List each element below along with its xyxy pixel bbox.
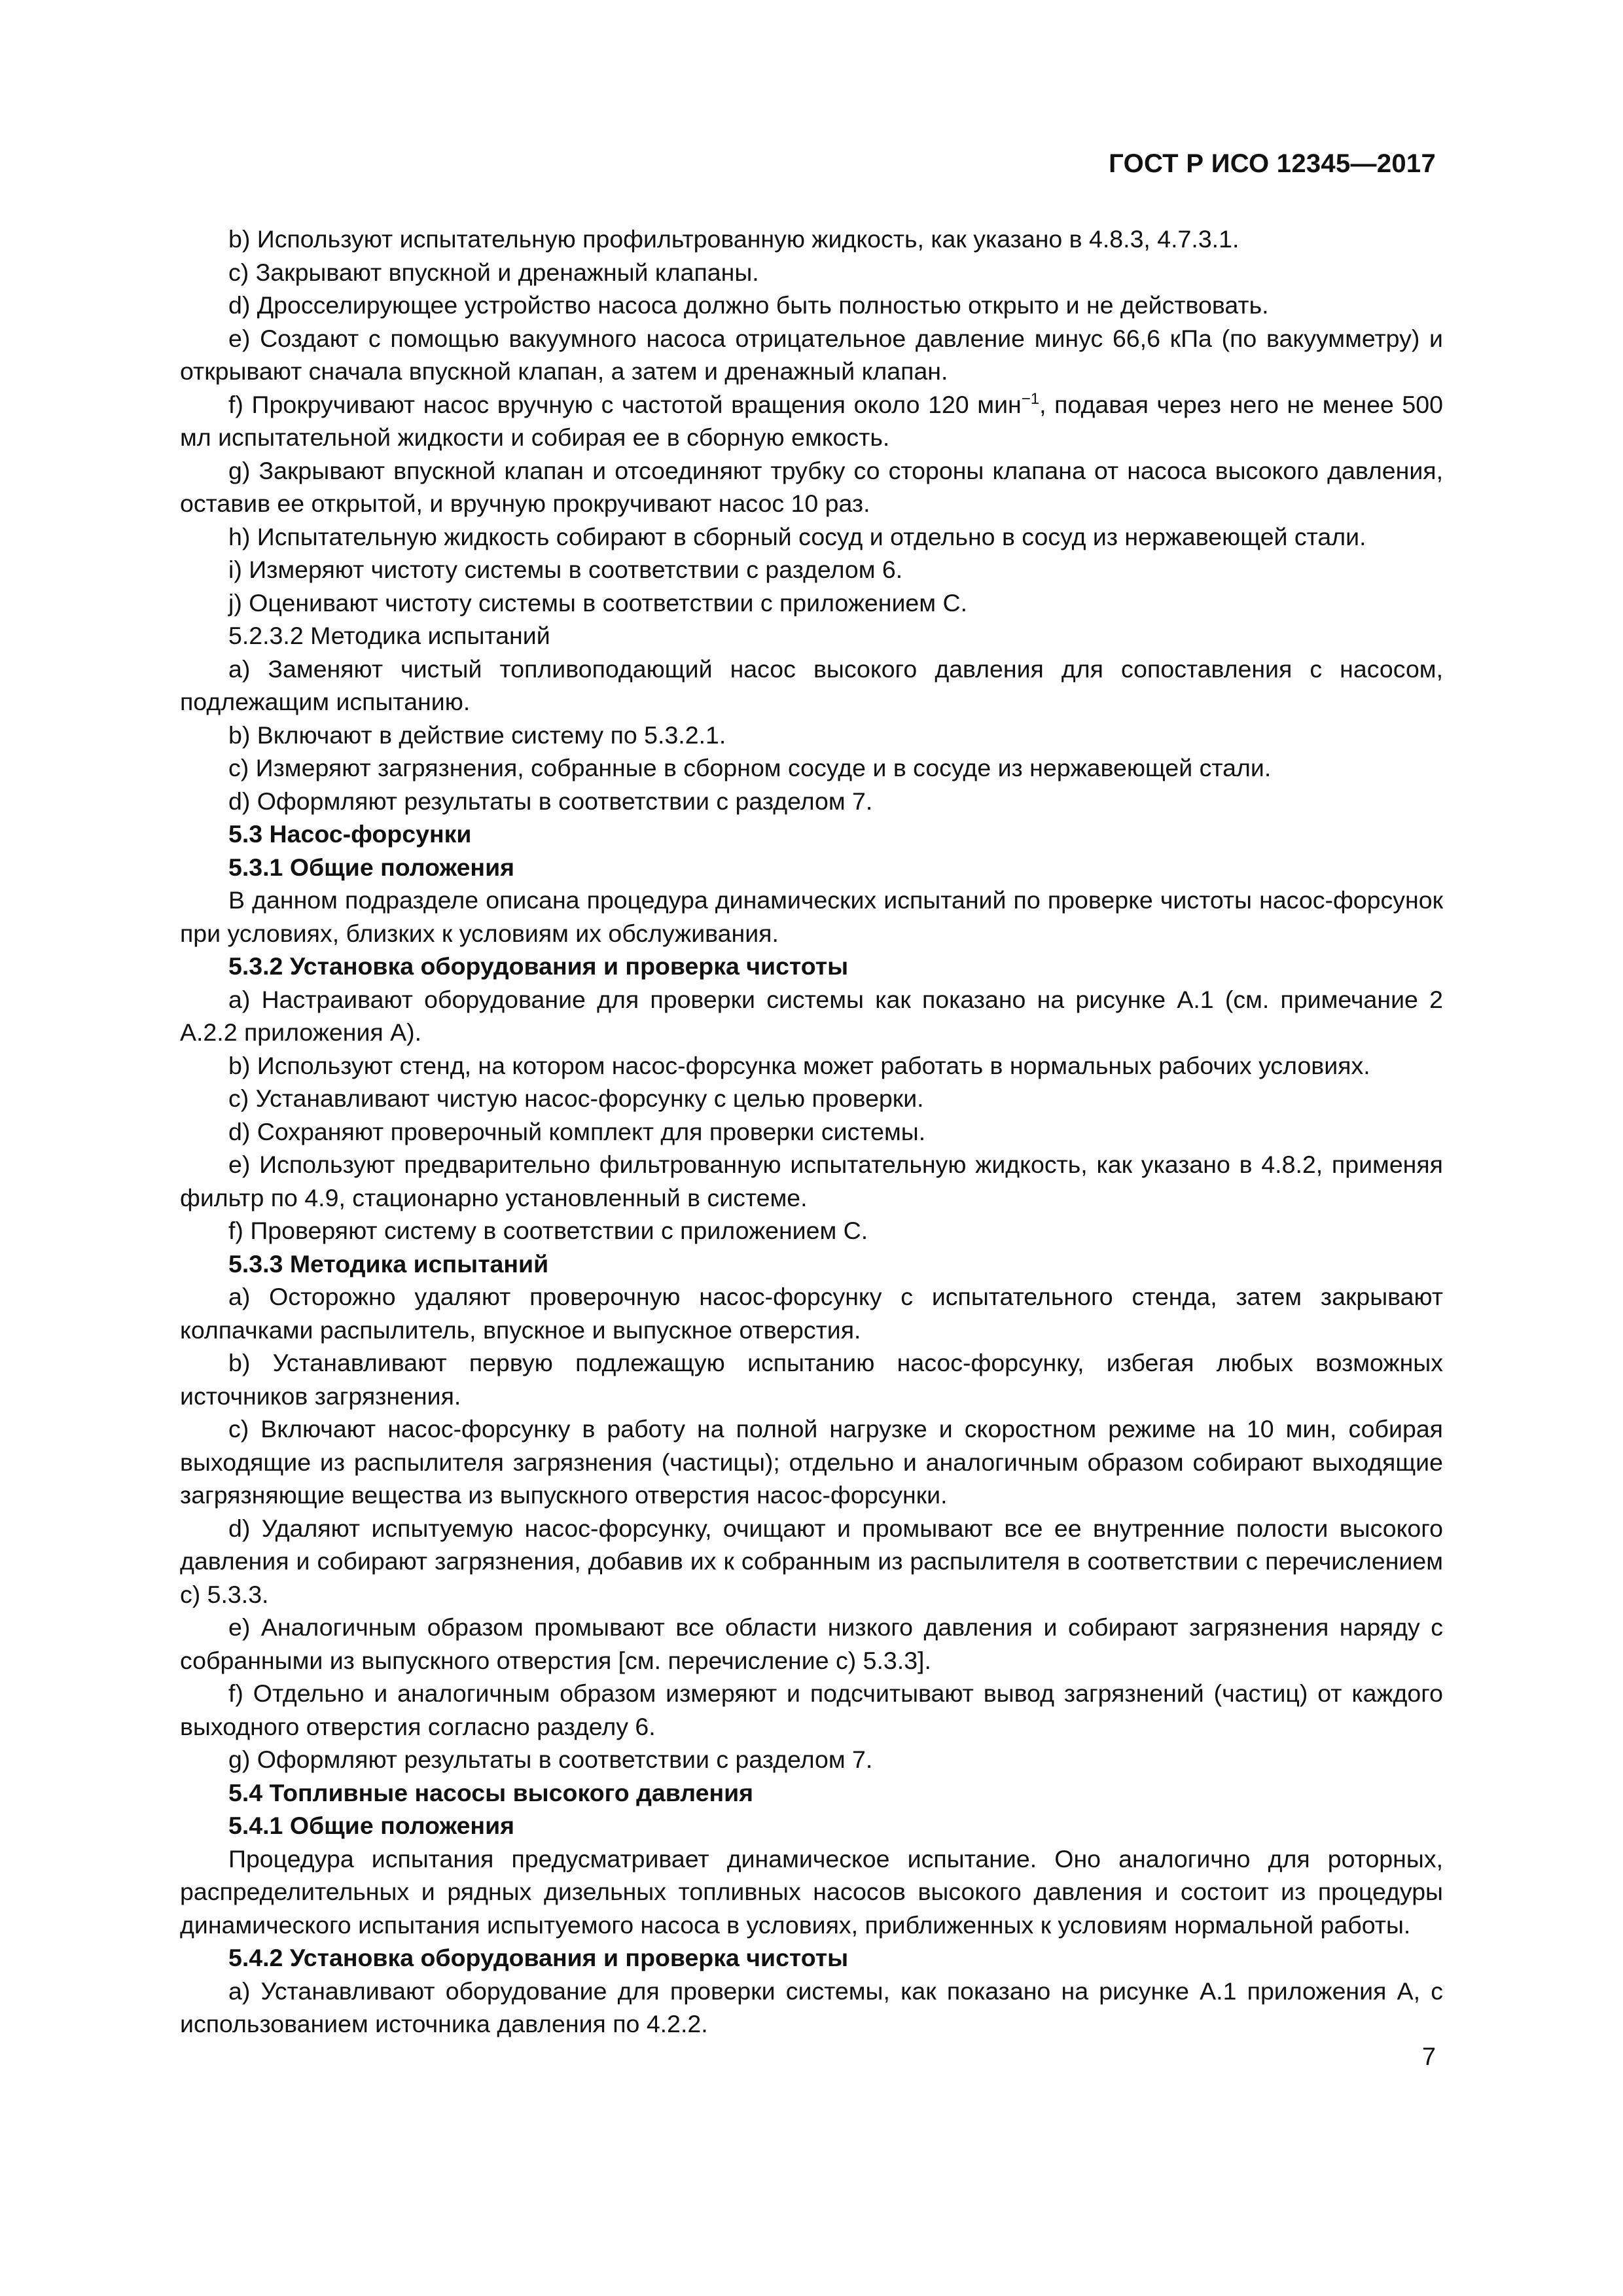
list-item-b: b) Включают в действие систему по 5.3.2.1.: [228, 721, 726, 749]
list-item-e: e) Используют предварительно фильтрованную испытательную жидкость, как указано в 4.8.2, применяя фильтр по 4.9, стационарно установленный в системе.: [180, 1151, 1443, 1211]
list-item-d: d) Оформляют результаты в соответствии с разделом 7.: [228, 787, 873, 815]
list-item-e: e) Аналогичным образом промывают все области низкого давления и собирают загрязнения наряду с собранными из выпускного отверстия [см. перечисление c) 5.3.3].: [180, 1613, 1443, 1674]
subsection-heading-5-2-3-2: 5.2.3.2 Методика испытаний: [228, 622, 550, 649]
list-item-c: c) Измеряют загрязнения, собранные в сборном сосуде и в сосуде из нержавеющей стали.: [228, 754, 1272, 781]
list-item-b: b) Устанавливают первую подлежащую испытанию насос-форсунку, избегая любых возможных источников загрязнения.: [180, 1349, 1443, 1410]
list-item-f: f) Проверяют систему в соответствии с приложением С.: [228, 1217, 868, 1244]
list-item-d: d) Сохраняют проверочный комплект для проверки системы.: [228, 1117, 926, 1145]
page-number: 7: [1421, 2043, 1436, 2071]
list-item-a: a) Устанавливают оборудование для проверки системы, как показано на рисунке А.1 приложения А, с использованием источника давления по 4.2.2.: [180, 1977, 1443, 2037]
list-item-a: a) Заменяют чистый топливоподающий насос высокого давления для сопоставления с насосом, подлежащим испытанию.: [180, 655, 1443, 715]
list-item-a: a) Осторожно удаляют проверочную насос-форсунку с испытательного стенда, затем закрывают колпачками распылитель, впускное и выпускное отверстия.: [180, 1283, 1443, 1344]
list-item-f-text-end: , подавая через него не менее 500 мл испытательной жидкости и собирая ее в сборную емкость.: [180, 390, 1443, 451]
list-item-j: j) Оценивают чистоту системы в соответствии с приложением С.: [228, 588, 967, 617]
list-item-c: c) Устанавливают чистую насос-форсунку с целью проверки.: [228, 1085, 924, 1112]
section-heading-5-4-2: 5.4.2 Установка оборудования и проверка чистоты: [228, 1944, 849, 1971]
list-item-h: h) Испытательную жидкость собирают в сборный сосуд и отдельно в сосуд из нержавеющей стали.: [228, 522, 1366, 550]
page-body: [180, 223, 1443, 2041]
paragraph: Процедура испытания предусматривает динамическое испытание. Оно аналогично для роторных, распределительных и рядных дизельных топливных насосов высокого давления и состоит из процедуры динамического испытания испытуемого насоса в условиях, приближенных к условиям нормальной работы.: [180, 1844, 1443, 1939]
section-heading-5-3-2: 5.3.2 Установка оборудования и проверка чистоты: [228, 952, 849, 980]
list-item-g: g) Закрывают впускной клапан и отсоединяют трубку со стороны клапана от насоса высокого давления, оставив ее открытой, и вручную прокручивают насос 10 раз.: [180, 456, 1443, 517]
section-heading-5-3-1: 5.3.1 Общие положения: [228, 853, 515, 881]
section-heading-5-3: 5.3 Насос-форсунки: [228, 820, 472, 848]
section-heading-5-4-1: 5.4.1 Общие положения: [228, 1812, 515, 1839]
document-header: ГОСТ Р ИСО 12345—2017: [1109, 149, 1436, 178]
list-item-f: [180, 388, 1443, 454]
list-item-c: c) Закрывают впускной и дренажный клапаны.: [228, 258, 759, 286]
list-item-d: d) Удаляют испытуемую насос-форсунку, очищают и промывают все ее внутренние полости высокого давления и собирают загрязнения, добавив их к собранным из распылителя в соответствии с перечислением c) 5.3.3.: [180, 1514, 1443, 1608]
list-item-f: f) Отдельно и аналогичным образом измеряют и подсчитывают вывод загрязнений (частиц) от каждого выходного отверстия согласно разделу 6.: [180, 1679, 1443, 1740]
list-item-d: d) Дросселирующее устройство насоса должно быть полностью открыто и не действовать.: [228, 291, 1269, 319]
list-item-b: b) Используют стенд, на котором насос-форсунка может работать в нормальных рабочих условиях.: [228, 1051, 1370, 1079]
paragraph: В данном подразделе описана процедура динамических испытаний по проверке чистоты насос-форсунок при условиях, близких к условиям их обслуживания.: [180, 886, 1443, 947]
list-item-i: i) Измеряют чистоту системы в соответствии с разделом 6.: [228, 556, 903, 583]
list-item-b: b) Используют испытательную профильтрованную жидкость, как указано в 4.8.3, 4.7.3.1.: [228, 225, 1240, 253]
section-heading-5-3-3: 5.3.3 Методика испытаний: [228, 1249, 549, 1278]
list-item-g: g) Оформляют результаты в соответствии с разделом 7.: [228, 1746, 873, 1773]
section-heading-5-4: 5.4 Топливные насосы высокого давления: [228, 1778, 754, 1806]
exponent: −1: [1021, 389, 1040, 408]
list-item-e: e) Создают с помощью вакуумного насоса отрицательное давление минус 66,6 кПа (по вакуумметру) и открывают сначала впускной клапан, а затем и дренажный клапан.: [180, 324, 1443, 385]
list-item-f-text: f) Прокручивают насос вручную с частотой вращения около 120 мин: [228, 390, 1022, 418]
list-item-a: a) Настраивают оборудование для проверки системы как показано на рисунке А.1 (см. примечание 2 А.2.2 приложения А).: [180, 985, 1443, 1046]
list-item-c: c) Включают насос-форсунку в работу на полной нагрузке и скоростном режиме на 10 мин, собирая выходящие из распылителя загрязнения (частицы); отдельно и аналогичным образом собирают выходящие загрязняющие вещества из выпускного отверстия насос-форсунки.: [180, 1415, 1443, 1509]
